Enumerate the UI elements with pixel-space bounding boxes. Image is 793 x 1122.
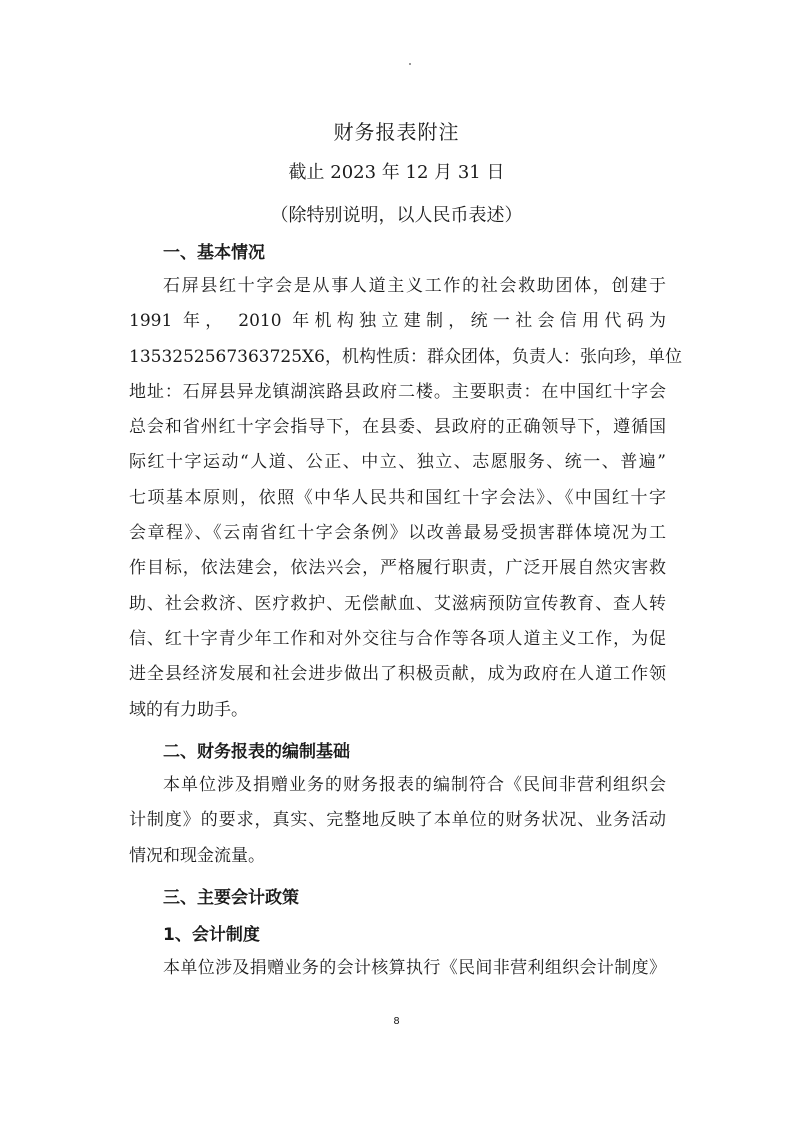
currency-note: （除特别说明，以人民币表述） <box>270 205 523 226</box>
paragraph-line: 进全县经济发展和社会进步做出了积极贡献，成为政府在人道工作领 <box>129 664 666 685</box>
paragraph-line: 会章程》、《云南省红十字会条例》以改善最易受损害群体境况为工 <box>129 523 666 544</box>
paragraph-line: 助、社会救济、医疗救护、无偿献血、艾滋病预防宣传教育、查人转 <box>129 593 666 614</box>
paragraph-line: 情况和现金流量。 <box>129 845 265 866</box>
paragraph-line: 石屏县红十字会是从事人道主义工作的社会救助团体，创建于 <box>163 276 666 296</box>
paragraph-line: 信、红十字青少年工作和对外交往与合作等各项人道主义工作，为促 <box>129 628 666 649</box>
paragraph-line: 计制度》的要求，真实、完整地反映了本单位的财务状况、业务活动 <box>129 810 666 831</box>
paragraph-line: 本单位涉及捐赠业务的会计核算执行《民间非营利组织会计制度》 <box>163 958 666 978</box>
paragraph-line: 本单位涉及捐赠业务的财务报表的编制符合《民间非营利组织会 <box>163 775 666 795</box>
paragraph-line: 域的有力助手。 <box>129 699 248 720</box>
paragraph-line: 际红十字运动“人道、公正、中立、独立、志愿服务、统一、普遍” <box>129 452 666 473</box>
scan-speck <box>409 63 411 65</box>
document-title: 财务报表附注 <box>333 120 460 144</box>
paragraph-line: 1991 年， 2010 年机构独立建制，统一社会信用代码为 <box>129 311 666 332</box>
paragraph-line: 总会和省州红十字会指导下，在县委、县政府的正确领导下，遵循国 <box>129 417 666 438</box>
section-basic-paragraph <box>129 269 682 728</box>
section-policies-paragraph <box>129 951 666 986</box>
subsection-heading-accounting-system: 1、会计制度 <box>163 925 260 945</box>
date-line: 截止 2023 年 12 月 31 日 <box>288 162 505 183</box>
paragraph-line: 七项基本原则，依照《中华人民共和国红十字会法》、《中国红十字 <box>129 487 666 508</box>
section-heading-basis: 二、财务报表的编制基础 <box>163 742 350 762</box>
paragraph-line: 作目标，依法建会，依法兴会，严格履行职责，广泛开展自然灾害救 <box>129 558 666 579</box>
page-number: 8 <box>393 1016 400 1027</box>
section-heading-basic: 一、基本情况 <box>163 243 265 263</box>
section-basis-paragraph <box>129 768 666 874</box>
section-heading-policies: 三、主要会计政策 <box>163 888 299 908</box>
paragraph-line: 地址：石屏县异龙镇湖滨路县政府二楼。主要职责：在中国红十字会 <box>129 381 666 402</box>
paragraph-line: 1353252567363725X6，机构性质：群众团体，负责人：张向珍，单位 <box>129 346 682 367</box>
